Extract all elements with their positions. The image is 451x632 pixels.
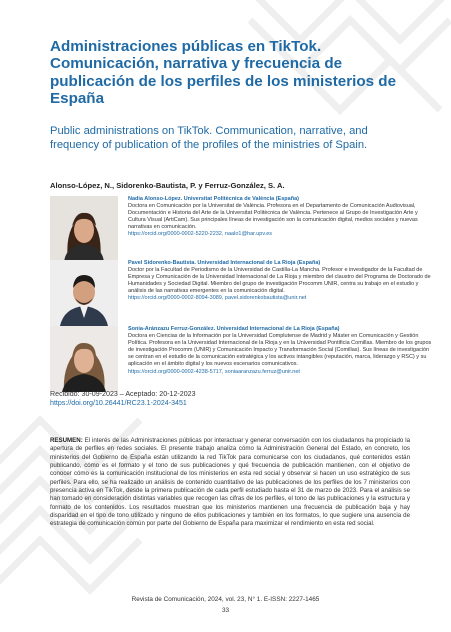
author-name-3: Sonia-Aránzazu Ferruz-González. Universidad Internacional de La Rioja (España) — [128, 326, 340, 332]
author-name-1: Nadia Alonso-López. Universitat Politècnica de València (España) — [128, 196, 299, 202]
author-description-3: Doctora en Ciencias de la Información por la Universidad Complutense de Madrid y Máster en Comunicación y Gestión Política. Profesora en la Universidad Internacional de la Rioja y en la Universidad Pontificia Comillas. Miembro de los grupos de investigación Procomm (UNIR) y Comunicación Impacto y Transformación Social (Comillas). Sus líneas de investigación se centran en el estudio de la comunicación estratégica y los activos intangibles (reputación, marca, liderazgo y RSC) y su aplicación en el ámbito digital y los nuevos escenarios comunicativos. — [128, 333, 432, 368]
footer-journal-citation: Revista de Comunicación, 2024, vol. 23, N° 1. E-ISSN: 2227-1465 — [131, 596, 320, 603]
author-photo-1 — [50, 196, 118, 262]
title-english: Public administrations on TikTok. Communication, narrative, and frequency of publication of the profiles of the ministries of Spain. — [50, 125, 368, 151]
author-contact-link-2[interactable]: https://orcid.org/0000-0002-8094-3089, pavel.sidorenkobautista@unir.net — [128, 295, 307, 302]
author-description-1: Doctora en Comunicación por la Universitat de València. Profesora en el Departamento de Comunicación Audiovisual, Documentación e Historia del Arte de la Universitat Politècnica de València. Pertenece al Grupo de Investigación Arte y Cultura Visual (ArtiCam). Sus principales líneas de investigación son la comunicación digital, medios sociales y nuevas narrativas en comunicación. — [128, 203, 418, 231]
abstract-text: El interés de las Administraciones públicas por interactuar y generar conversación con los ciudadanos ha propiciado la apertura de perfiles en redes sociales. El presente trabajo analiza cómo la Administración General del Estado, en concreto, los ministerios del Gobierno de España están utilizando la red TikTok para comunicarse con los ciudadanos, qué contenidos están publicando, cómo es el formato y el tono de sus publicaciones y qué frecuencia de publicación mantienen, con el objetivo de conocer cómo es la comunicación institucional de los ministerios en esta red social y observar si hacen un uso estratégico de sus perfiles. Para ello, se ha realizado un análisis de contenido cuantitativo de las publicaciones de los perfiles de los 7 ministerios con presencia activa en TikTok, desde la primera publicación de cada perfil estudiado hasta el 31 de marzo de 2023. Para el análisis se han tomado en consideración distintas variables que recogen las cifras de los perfiles, el tono de las publicaciones y la estructura y formato de los contenidos. Los resultados muestran que los ministerios mantienen una frecuencia de publicación baja y hay disparidad en el tipo de tono utilizado y ninguno de ellos publicaciones y también en los formatos, lo que sugiere una ausencia de estrategia de comunicación común por parte del Gobierno de España para maximizar el rendimiento en esta red social. — [50, 437, 410, 528]
page-footer — [0, 595, 451, 616]
author-contact-link-1[interactable]: https://orcid.org/0000-0002-5220-2232, naalo1@har.upv.es — [128, 231, 272, 238]
title-spanish: Administraciones públicas en TikTok. Comunicación, narrativa y frecuencia de publicación de los perfiles de los ministerios de España — [50, 38, 397, 108]
doi-link[interactable]: https://doi.org/10.26441/RC23.1-2024-3451 — [50, 399, 187, 408]
author-contact-link-3[interactable]: https://orcid.org/0000-0002-4238-5717, soniaaranzazu.ferruz@unir.net — [128, 368, 300, 375]
author-description-2: Doctor por la Facultad de Periodismo de la Universidad de Castilla-La Mancha. Profesor e investigador de la Facultad de Empresa y Comunicación de la Universidad Internacional de La Rioja y miembro del claustro del Programa de Doctorado de Humanidades y Sociedad Digital. Miembro del grupo de investigación Procomm UNIR, centra su trabajo en el estudio y análisis de las narrativas emergentes en la comunicación digital. — [128, 267, 431, 295]
authors-citation: Alonso-López, N., Sidorenko-Bautista, P. y Ferruz-González, S. A. — [50, 181, 285, 190]
received-accepted-dates: Recibido: 30-09-2023 – Aceptado: 20-12-2023 — [50, 390, 196, 398]
page-number: 33 — [221, 606, 230, 614]
author-bio-1 — [128, 196, 436, 239]
abstract — [50, 437, 410, 529]
author-photo-2 — [50, 260, 118, 326]
author-bio-2 — [128, 260, 436, 303]
author-photo-3 — [50, 326, 118, 392]
abstract-label: RESUMEN: — [50, 437, 83, 444]
author-name-2: Pavel Sidorenko-Bautista. Universidad Internacional de La Rioja (España) — [128, 260, 321, 266]
author-bio-3 — [128, 326, 436, 376]
dates-and-doi — [50, 390, 410, 409]
